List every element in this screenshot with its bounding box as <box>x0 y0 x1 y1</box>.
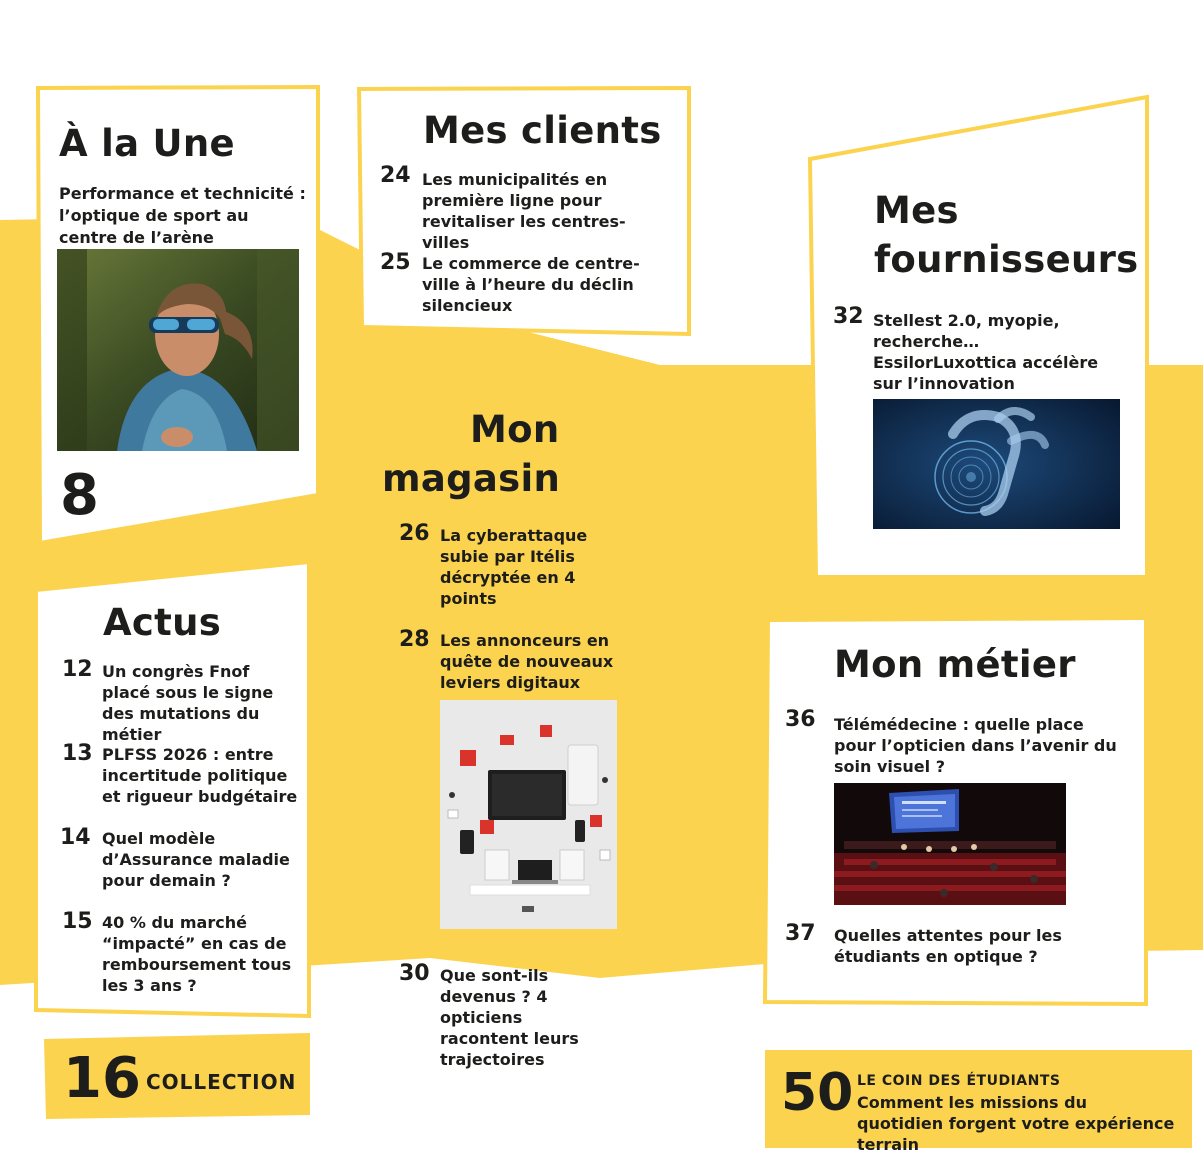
actus-title: Actus <box>103 601 222 644</box>
mes-clients-title: Mes clients <box>423 109 662 152</box>
coin-etudiants-label[interactable]: LE COIN DES ÉTUDIANTS <box>857 1073 1061 1089</box>
mon-metier-item-2[interactable]: Quelles attentes pour les étudiants en optique ? <box>834 926 1062 966</box>
runner-photo <box>57 249 299 451</box>
mes-fournisseurs-title-line1: Mes <box>874 189 959 232</box>
mon-metier-item-1-page: 36 <box>785 707 816 732</box>
mon-metier-title: Mon métier <box>834 643 1076 686</box>
devices-illustration <box>440 700 617 929</box>
collection-page-number: 16 <box>63 1046 141 1111</box>
a-la-une-title: À la Une <box>59 122 235 165</box>
coin-etudiants-text[interactable]: Comment les missions du quotidien forgent votre expérience terrain <box>857 1093 1175 1154</box>
mes-clients-item-2[interactable]: Le commerce de centre-ville à l’heure du déclin silencieux <box>422 254 640 315</box>
mes-clients-item-1[interactable]: Les municipalités en première ligne pour revitaliser les centres-villes <box>422 170 626 252</box>
mon-magasin-item-3-page: 30 <box>399 961 430 986</box>
mes-fournisseurs-item-1-page: 32 <box>833 304 864 329</box>
actus-item-2-page: 13 <box>62 741 93 766</box>
mes-clients-item-2-page: 25 <box>380 250 411 275</box>
runner-with-sport-glasses-icon <box>57 249 299 451</box>
actus-item-1-page: 12 <box>62 657 93 682</box>
mon-magasin-item-3[interactable]: Que sont-ils devenus ? 4 opticiens racontent leurs trajectoires <box>440 966 579 1069</box>
mon-metier-item-1[interactable]: Télémédecine : quelle place pour l’opticien dans l’avenir du soin visuel ? <box>834 715 1117 776</box>
mon-magasin-title-line2: magasin <box>382 457 561 500</box>
mon-magasin-title <box>382 405 560 503</box>
mon-magasin-item-2[interactable]: Les annonceurs en quête de nouveaux leviers digitaux <box>440 631 614 692</box>
mes-fournisseurs-title-line2: fournisseurs <box>874 238 1139 281</box>
actus-item-2[interactable]: PLFSS 2026 : entre incertitude politique et rigueur budgétaire <box>102 745 298 806</box>
actus-item-4[interactable]: 40 % du marché “impacté” en cas de remboursement tous les 3 ans ? <box>102 913 292 995</box>
coin-etudiants-page-number: 50 <box>781 1063 854 1123</box>
mes-fournisseurs-title <box>874 186 1138 284</box>
a-la-une-subtitle[interactable]: Performance et technicité : l’optique de sport au centre de l’arène <box>59 184 306 247</box>
mon-magasin-title-line1: Mon <box>470 408 560 451</box>
actus-item-1[interactable]: Un congrès Fnof placé sous le signe des mutations du métier <box>102 662 274 744</box>
a-la-une-page-number[interactable]: 8 <box>60 463 99 528</box>
mes-clients-item-1-page: 24 <box>380 163 411 188</box>
mon-magasin-item-1-page: 26 <box>399 521 430 546</box>
digital-devices-icon <box>440 700 617 929</box>
mon-metier-item-2-page: 37 <box>785 921 816 946</box>
conference-photo <box>834 783 1066 905</box>
actus-item-3[interactable]: Quel modèle d’Assurance maladie pour demain ? <box>102 829 290 890</box>
hand-holding-lens-icon <box>873 399 1120 529</box>
mon-magasin-item-1[interactable]: La cyberattaque subie par Itélis décryptée en 4 points <box>440 526 588 608</box>
actus-item-3-page: 14 <box>60 825 91 850</box>
hand-lens-photo <box>873 399 1120 529</box>
actus-item-4-page: 15 <box>62 909 93 934</box>
mes-fournisseurs-item-1[interactable]: Stellest 2.0, myopie, recherche… EssilorLuxottica accélère sur l’innovation <box>873 311 1099 393</box>
conference-hall-icon <box>834 783 1066 905</box>
mon-magasin-item-2-page: 28 <box>399 627 430 652</box>
collection-label[interactable]: COLLECTION <box>146 1070 297 1094</box>
